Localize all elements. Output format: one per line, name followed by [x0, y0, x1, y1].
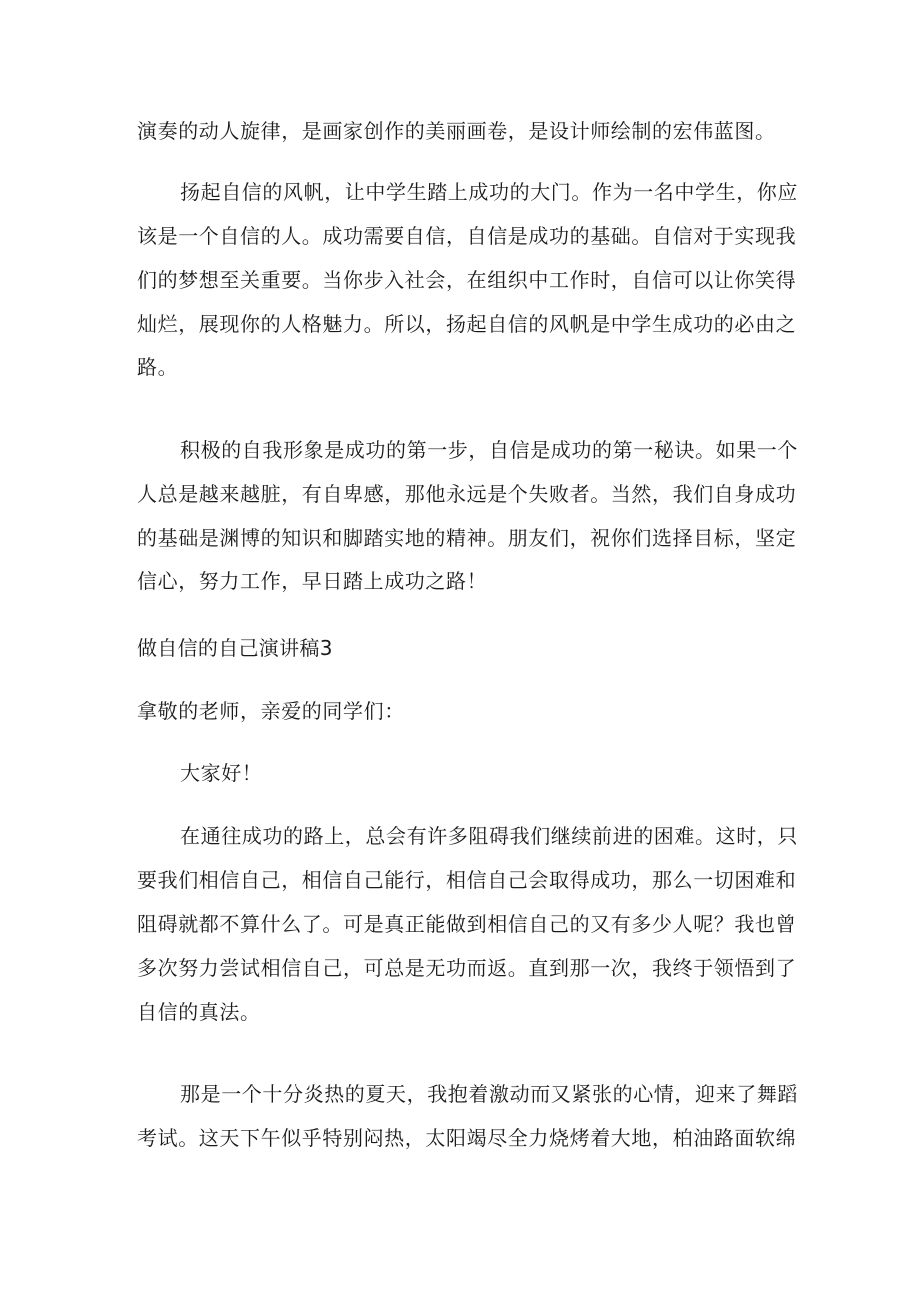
paragraph-3-line: 阻碍就都不算什么了。可是真正能做到相信自己的又有多少人呢？我也曾 [137, 912, 797, 936]
paragraph-2-line: 人总是越来越脏，有自卑感，那他永远是个失败者。当然，我们自身成功 [137, 482, 797, 506]
paragraph-2-line: 信心，努力工作，早日踏上成功之路！ [137, 569, 488, 593]
section-heading: 做自信的自己演讲稿3 [137, 636, 333, 660]
paragraph-1-line: 扬起自信的风帆，让中学生踏上成功的大门。作为一名中学生，你应 [180, 180, 798, 204]
paragraph-3-line: 多次努力尝试相信自己，可总是无功而返。直到那一次，我终于领悟到了 [137, 956, 797, 980]
paragraph-3-line: 要我们相信自己，相信自己能行，相信自己会取得成功，那么一切困难和 [137, 868, 797, 892]
paragraph-4-line: 考试。这天下午似乎特别闷热，太阳竭尽全力烧烤着大地，柏油路面软绵 [137, 1126, 797, 1150]
paragraph-1-line: 们的梦想至关重要。当你步入社会，在组织中工作时，自信可以让你笑得 [137, 268, 797, 292]
paragraph-1-line: 该是一个自信的人。成功需要自信，自信是成功的基础。自信对于实现我 [137, 224, 797, 248]
salutation: 拿敬的老师，亲爱的同学们： [137, 699, 405, 723]
paragraph-2-line: 的基础是渊博的知识和脚踏实地的精神。朋友们，祝你们选择目标，坚定 [137, 526, 797, 550]
paragraph-continuation-line: 演奏的动人旋律，是画家创作的美丽画卷，是设计师绘制的宏伟蓝图。 [137, 119, 776, 143]
greeting: 大家好！ [180, 761, 263, 785]
paragraph-4-line: 那是一个十分炎热的夏天，我抱着激动而又紧张的心情，迎来了舞蹈 [180, 1082, 798, 1106]
paragraph-1-line: 路。 [137, 355, 179, 379]
paragraph-3-line: 在通往成功的路上，总会有许多阻碍我们继续前进的困难。这时，只 [180, 824, 798, 848]
paragraph-3-line: 自信的真法。 [137, 1000, 261, 1024]
paragraph-1-line: 灿烂，展现你的人格魅力。所以，扬起自信的风帆是中学生成功的必由之 [137, 312, 797, 336]
paragraph-2-line: 积极的自我形象是成功的第一步，自信是成功的第一秘诀。如果一个 [180, 438, 798, 462]
